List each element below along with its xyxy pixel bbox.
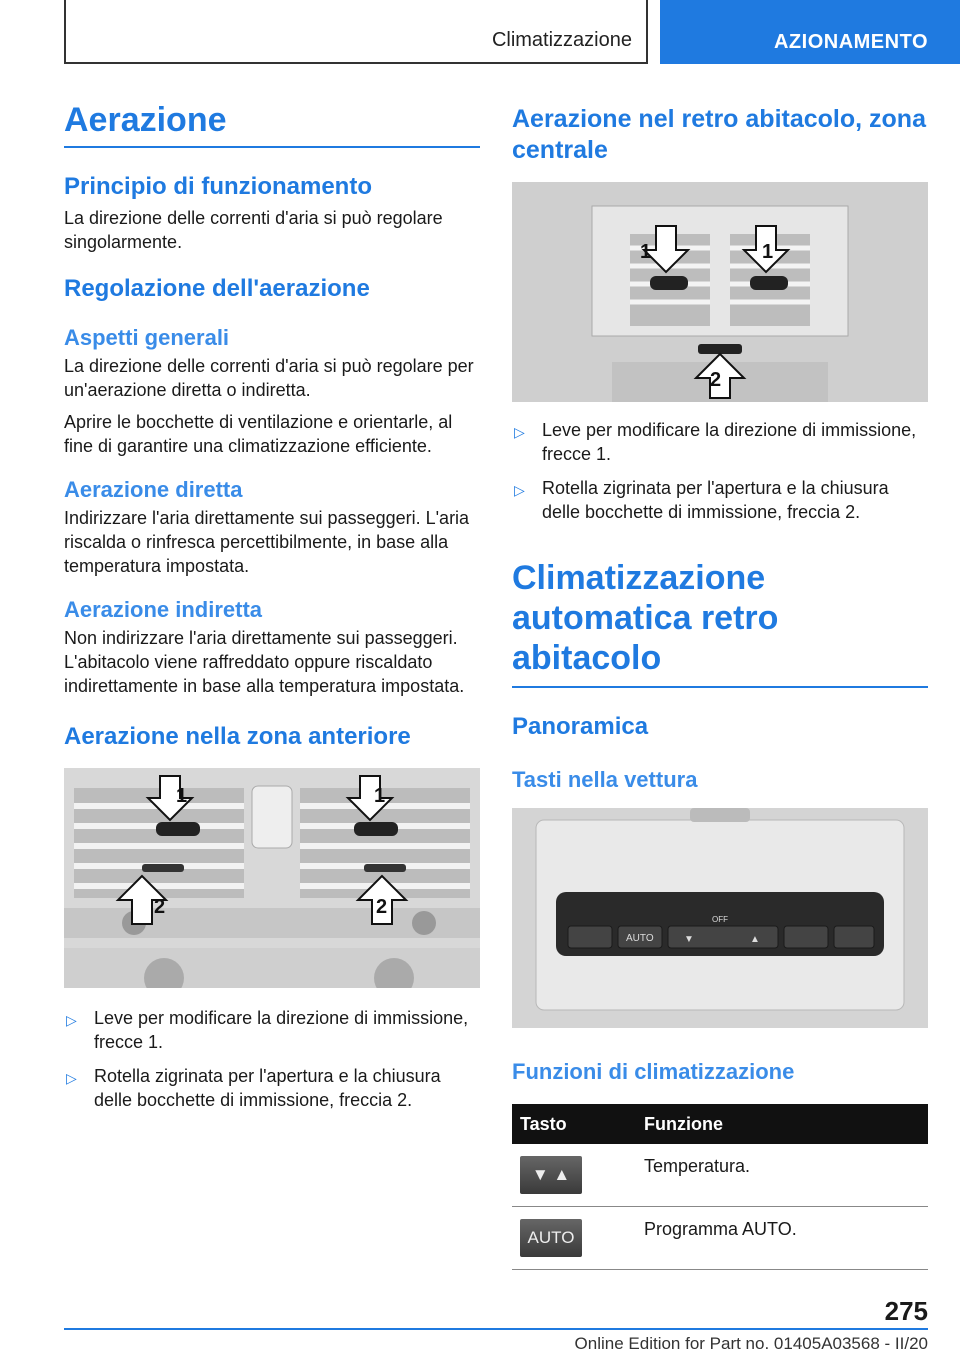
rear-panel-image [512, 808, 928, 1028]
keycap-text: AUTO [527, 1228, 575, 1247]
function-table [512, 1104, 928, 1270]
list-item [64, 1064, 480, 1112]
text-indiretta: Non indirizzare l'aria direttamente sui passeggeri. L'abitacolo viene raffreddato oppure riscaldato indirettamente in base alla temperatura impostata. [64, 628, 465, 696]
rear-panel-illustration [512, 808, 928, 1028]
table-header-tasto: Tasto [512, 1104, 636, 1144]
header-section-title: Climatizzazione [491, 29, 632, 51]
table-header-funzione: Funzione [636, 1104, 928, 1144]
callout-rear-1a: 1 [640, 241, 652, 263]
front-bullets [64, 1006, 480, 1112]
header-chapter-tab[interactable] [660, 0, 960, 64]
footer-rule [64, 1328, 928, 1330]
heading-regolazione: Regolazione dell'aerazione [64, 275, 370, 302]
table-row [512, 1144, 928, 1207]
panel-down-arrow-icon: ▼ [684, 934, 694, 945]
panel-off-label: OFF [712, 915, 728, 924]
triangle-bullet-icon: ▷ [514, 424, 525, 440]
list-item [64, 1006, 480, 1054]
title-rule [64, 146, 480, 148]
heading-principio: Principio di funzionamento [64, 173, 372, 200]
bullet-text: Rotella zigrinata per l'apertura e la chiusura delle bocchette di immissione, freccia 2. [94, 1066, 441, 1110]
auto-keycap-icon [520, 1219, 582, 1257]
clima-rule [512, 686, 928, 688]
callout-rear-2: 2 [710, 369, 722, 391]
left-column [64, 100, 480, 1122]
table-cell-function: Temperatura. [636, 1144, 928, 1207]
heading-retro: Aerazione nel retro abitacolo, zona centrale [512, 105, 926, 164]
heading-indiretta: Aerazione indiretta [64, 597, 263, 622]
heading-tasti: Tasti nella vettura [512, 767, 698, 792]
callout-front-2a: 2 [154, 896, 166, 918]
title-aerazione: Aerazione [64, 101, 227, 139]
table-row [512, 1207, 928, 1270]
heading-anteriore: Aerazione nella zona anteriore [64, 723, 411, 750]
triangle-bullet-icon: ▷ [66, 1070, 77, 1086]
text-aspetti-1: La direzione delle correnti d'aria si può regolare per un'aerazione diretta o indiretta. [64, 356, 474, 400]
table-cell-key [512, 1144, 636, 1207]
footer-edition: Online Edition for Part no. 01405A03568 - II/20 [574, 1334, 928, 1353]
temperature-keycap-icon [520, 1156, 582, 1194]
bullet-text: Leve per modificare la direzione di immissione, frecce 1. [542, 420, 917, 464]
callout-front-1b: 1 [374, 785, 386, 807]
rear-vents-image [512, 182, 928, 402]
bullet-text: Leve per modificare la direzione di immissione, frecce 1. [94, 1008, 469, 1052]
front-vents-image [64, 768, 480, 988]
panel-up-arrow-icon: ▲ [750, 934, 760, 945]
rear-vents-illustration [512, 182, 928, 402]
keycap-text: ▼ ▲ [531, 1165, 571, 1184]
triangle-bullet-icon: ▷ [66, 1012, 77, 1028]
table-cell-key [512, 1207, 636, 1270]
triangle-bullet-icon: ▷ [514, 482, 525, 498]
text-diretta: Indirizzare l'aria direttamente sui passeggeri. L'aria riscalda o rinfresca percettibilmente, in base alla temperatura impostata. [64, 508, 470, 576]
heading-diretta: Aerazione diretta [64, 477, 243, 502]
callout-rear-1b: 1 [762, 241, 774, 263]
title-climatizzazione: Climatizzazione automatica retro abitacolo [512, 559, 779, 677]
rear-bullets [512, 418, 928, 524]
table-header-row [512, 1104, 928, 1144]
heading-aspetti: Aspetti generali [64, 325, 230, 350]
header-section-box [64, 0, 648, 64]
callout-front-1a: 1 [176, 785, 188, 807]
heading-panoramica: Panoramica [512, 713, 649, 740]
page-number: 275 [884, 1296, 928, 1326]
panel-auto-label: AUTO [626, 933, 654, 944]
bullet-text: Rotella zigrinata per l'apertura e la chiusura delle bocchette di immissione, freccia 2. [542, 478, 889, 522]
list-item [512, 476, 928, 524]
list-item [512, 418, 928, 466]
right-column [512, 100, 928, 1270]
text-principio: La direzione delle correnti d'aria si può regolare singolarmente. [64, 208, 443, 252]
front-vents-illustration [64, 768, 480, 988]
text-aspetti-2: Aprire le bocchette di ventilazione e orientarle, al fine di garantire una climatizzazione efficiente. [64, 412, 453, 456]
callout-front-2b: 2 [376, 896, 388, 918]
header-chapter-label: AZIONAMENTO [773, 31, 928, 53]
table-cell-function: Programma AUTO. [636, 1207, 928, 1270]
heading-funzioni: Funzioni di climatizzazione [512, 1059, 795, 1084]
